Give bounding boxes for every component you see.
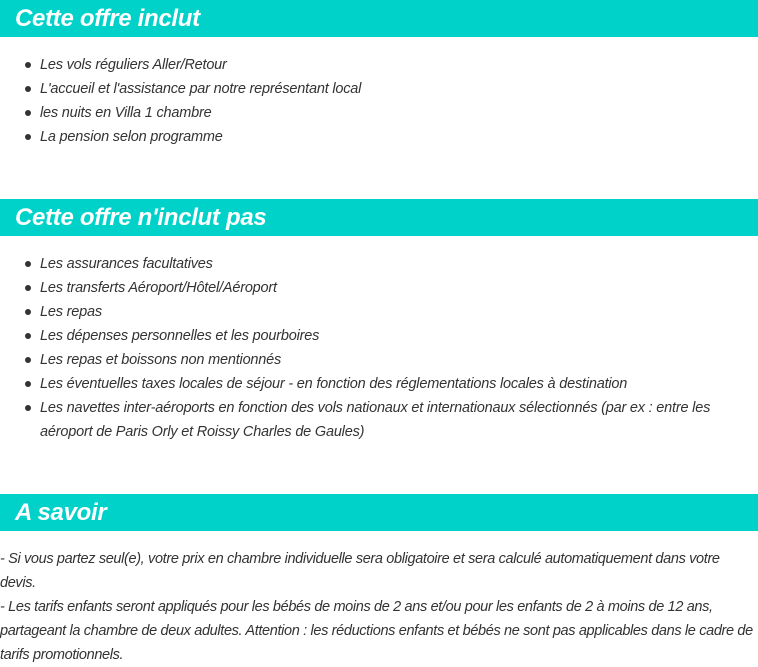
info-heading: A savoir (0, 494, 758, 531)
list-item-text: La pension selon programme (40, 129, 223, 145)
info-body (0, 531, 758, 667)
list-item-text: L'accueil et l'assistance par notre représentant local (40, 81, 362, 97)
excluded-heading: Cette offre n'inclut pas (0, 199, 758, 236)
list-item-text: Les dépenses personnelles et les pourboires (40, 328, 320, 344)
list-item (24, 125, 758, 149)
list-item (24, 372, 758, 396)
excluded-section (0, 199, 758, 494)
list-item (24, 101, 758, 125)
list-item (24, 53, 758, 77)
included-list (0, 37, 758, 149)
bullet-icon (25, 309, 31, 315)
list-item-text: Les éventuelles taxes locales de séjour - en fonction des réglementations locales à destination (40, 376, 628, 392)
list-item-text: Les navettes inter-aéroports en fonction des vols nationaux et internationaux sélectionnés (par ex : entre les aéroport de Paris Orly et Roissy Charles de Gaules) (40, 400, 711, 440)
info-paragraph: - Les tarifs enfants seront appliqués pour les bébés de moins de 2 ans et/ou pour les enfants de 2 à moins de 12 ans, partageant la chambre de deux adultes. Attention : les réductions enfants et bébés ne sont pas applicables dans le cadre de tarifs promotionnels. (0, 599, 753, 663)
list-item (24, 348, 758, 372)
bullet-icon (25, 381, 31, 387)
bullet-icon (25, 357, 31, 363)
list-item-text: Les vols réguliers Aller/Retour (40, 57, 227, 73)
list-item (24, 276, 758, 300)
included-section (0, 0, 758, 199)
bullet-icon (25, 110, 31, 116)
bullet-icon (25, 134, 31, 140)
included-heading: Cette offre inclut (0, 0, 758, 37)
info-section (0, 494, 758, 667)
bullet-icon (25, 405, 31, 411)
bullet-icon (25, 261, 31, 267)
list-item-text: Les repas (40, 304, 102, 320)
bullet-icon (25, 285, 31, 291)
info-paragraph: - Si vous partez seul(e), votre prix en chambre individuelle sera obligatoire et sera calculé automatiquement dans votre devis. (0, 551, 720, 591)
list-item-text: Les repas et boissons non mentionnés (40, 352, 282, 368)
list-item (24, 77, 758, 101)
list-item-text: les nuits en Villa 1 chambre (40, 105, 212, 121)
list-item (24, 252, 758, 276)
list-item (24, 324, 758, 348)
list-item (24, 300, 758, 324)
bullet-icon (25, 62, 31, 68)
bullet-icon (25, 86, 31, 92)
list-item-text: Les transferts Aéroport/Hôtel/Aéroport (40, 280, 277, 296)
list-item (24, 396, 758, 444)
bullet-icon (25, 333, 31, 339)
excluded-list (0, 236, 758, 444)
list-item-text: Les assurances facultatives (40, 256, 213, 272)
